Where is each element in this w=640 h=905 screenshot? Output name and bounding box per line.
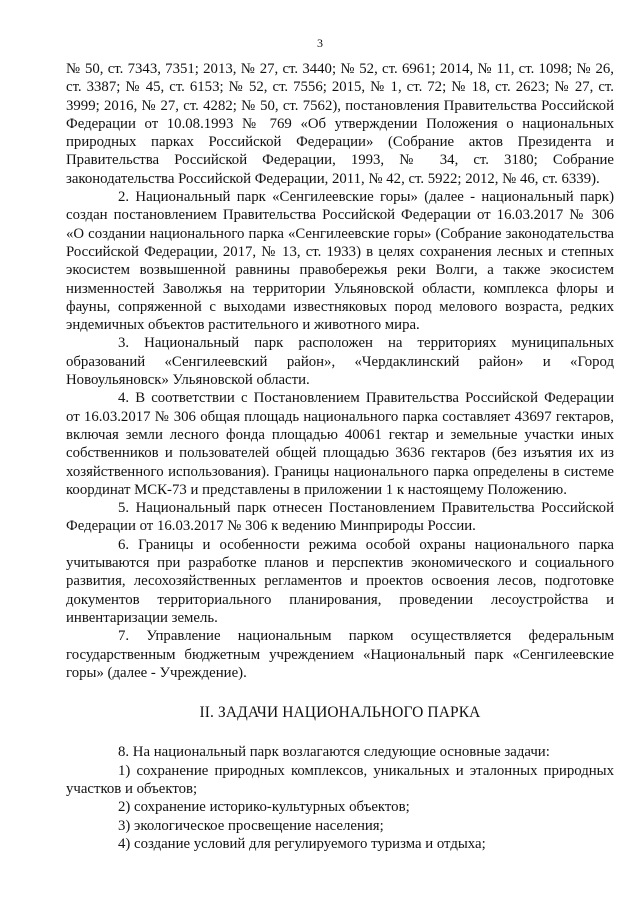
paragraph-8: 8. На национальный парк возлагаются следующие основные задачи: [118, 744, 550, 761]
document-body [66, 60, 614, 853]
paragraph-2: 2. Национальный парк «Сенгилеевские горы» (далее - национальный парк) создан постановлением Правительства Российской Федерации от 16.03.2017 № 306 «О создании национального парка «Сенгилеевские горы» (Собрание законодательства Российской Федерации, 2017, № 13, ст. 1933) в целях сохранения лесных и степных экосистем возвышенной равнины правобережья реки Волги, а также экосистем низменностей Заволжья на территории Ульяновской области, комплекса флоры и фауны, сопряженной с выходами известняковых пород мелового возраста, редких эндемичных объектов растительного и животного мира. [66, 189, 614, 334]
paragraph-5: 5. Национальный парк отнесен Постановлением Правительства Российской Федерации от 16.03.2017 № 306 к ведению Минприроды России. [66, 500, 614, 535]
page-number: 3 [317, 36, 323, 50]
list-item-1: 1) сохранение природных комплексов, уникальных и эталонных природных участков и объектов; [66, 762, 614, 797]
paragraph-7: 7. Управление национальным парком осуществляется федеральным государственным бюджетным учреждением «Национальный парк «Сенгилеевские горы» (далее - Учреждение). [66, 628, 614, 681]
paragraph-3: 3. Национальный парк расположен на территориях муниципальных образований «Сенгилеевский район», «Чердаклинский район» и «Город Новоульяновск» Ульяновской области. [66, 335, 614, 389]
list-item-2: 2) сохранение историко-культурных объектов; [118, 799, 410, 816]
list-item-4: 4) создание условий для регулируемого туризма и отдыха; [118, 835, 486, 852]
paragraph-4: 4. В соответствии с Постановлением Правительства Российской Федерации от 16.03.2017 № 306 общая площадь национального парка составляет 43697 гектаров, включая земли лесного фонда площадью 40061 гектар и земельные участки иных собственников и пользователей общей площадью 3636 гектаров (без изъятия их из хозяйственного использования). Границы национального парка определены в системе координат МСК-73 и представлены в приложении 1 к настоящему Положению. [66, 390, 614, 498]
paragraph-6: 6. Границы и особенности режима особой охраны национального парка учитываются при разработке планов и перспектив экономического и социального развития, лесохозяйственных регламентов и проектов освоения лесов, подготовке документов территориального планирования, проведении лесоустройства и инвентаризации земель. [66, 536, 614, 626]
list-item-3: 3) экологическое просвещение населения; [118, 817, 384, 834]
paragraph-continuation: № 50, ст. 7343, 7351; 2013, № 27, ст. 3440; № 52, ст. 6961; 2014, № 11, ст. 1098; № 26, ст. 3387; № 45, ст. 6153; № 52, ст. 7556; 2015, № 1, ст. 72; № 18, ст. 2623; № 27, ст. 3999; 2016, № 27, ст. 4282; № 50, ст. 7562), постановления Правительства Российской Федерации от 10.08.1993 № 769 «Об утверждении Положения о национальных природных парках Российской Федерации» (Собрание актов Президента и Правительства Российской Федерации, 1993, № 34, ст. 3180; Собрание законодательства Российской Федерации, 2011, № 42, ст. 5922; 2012, № 46, ст. 6339). [66, 61, 614, 187]
section-heading: II. ЗАДАЧИ НАЦИОНАЛЬНОГО ПАРКА [199, 704, 481, 722]
